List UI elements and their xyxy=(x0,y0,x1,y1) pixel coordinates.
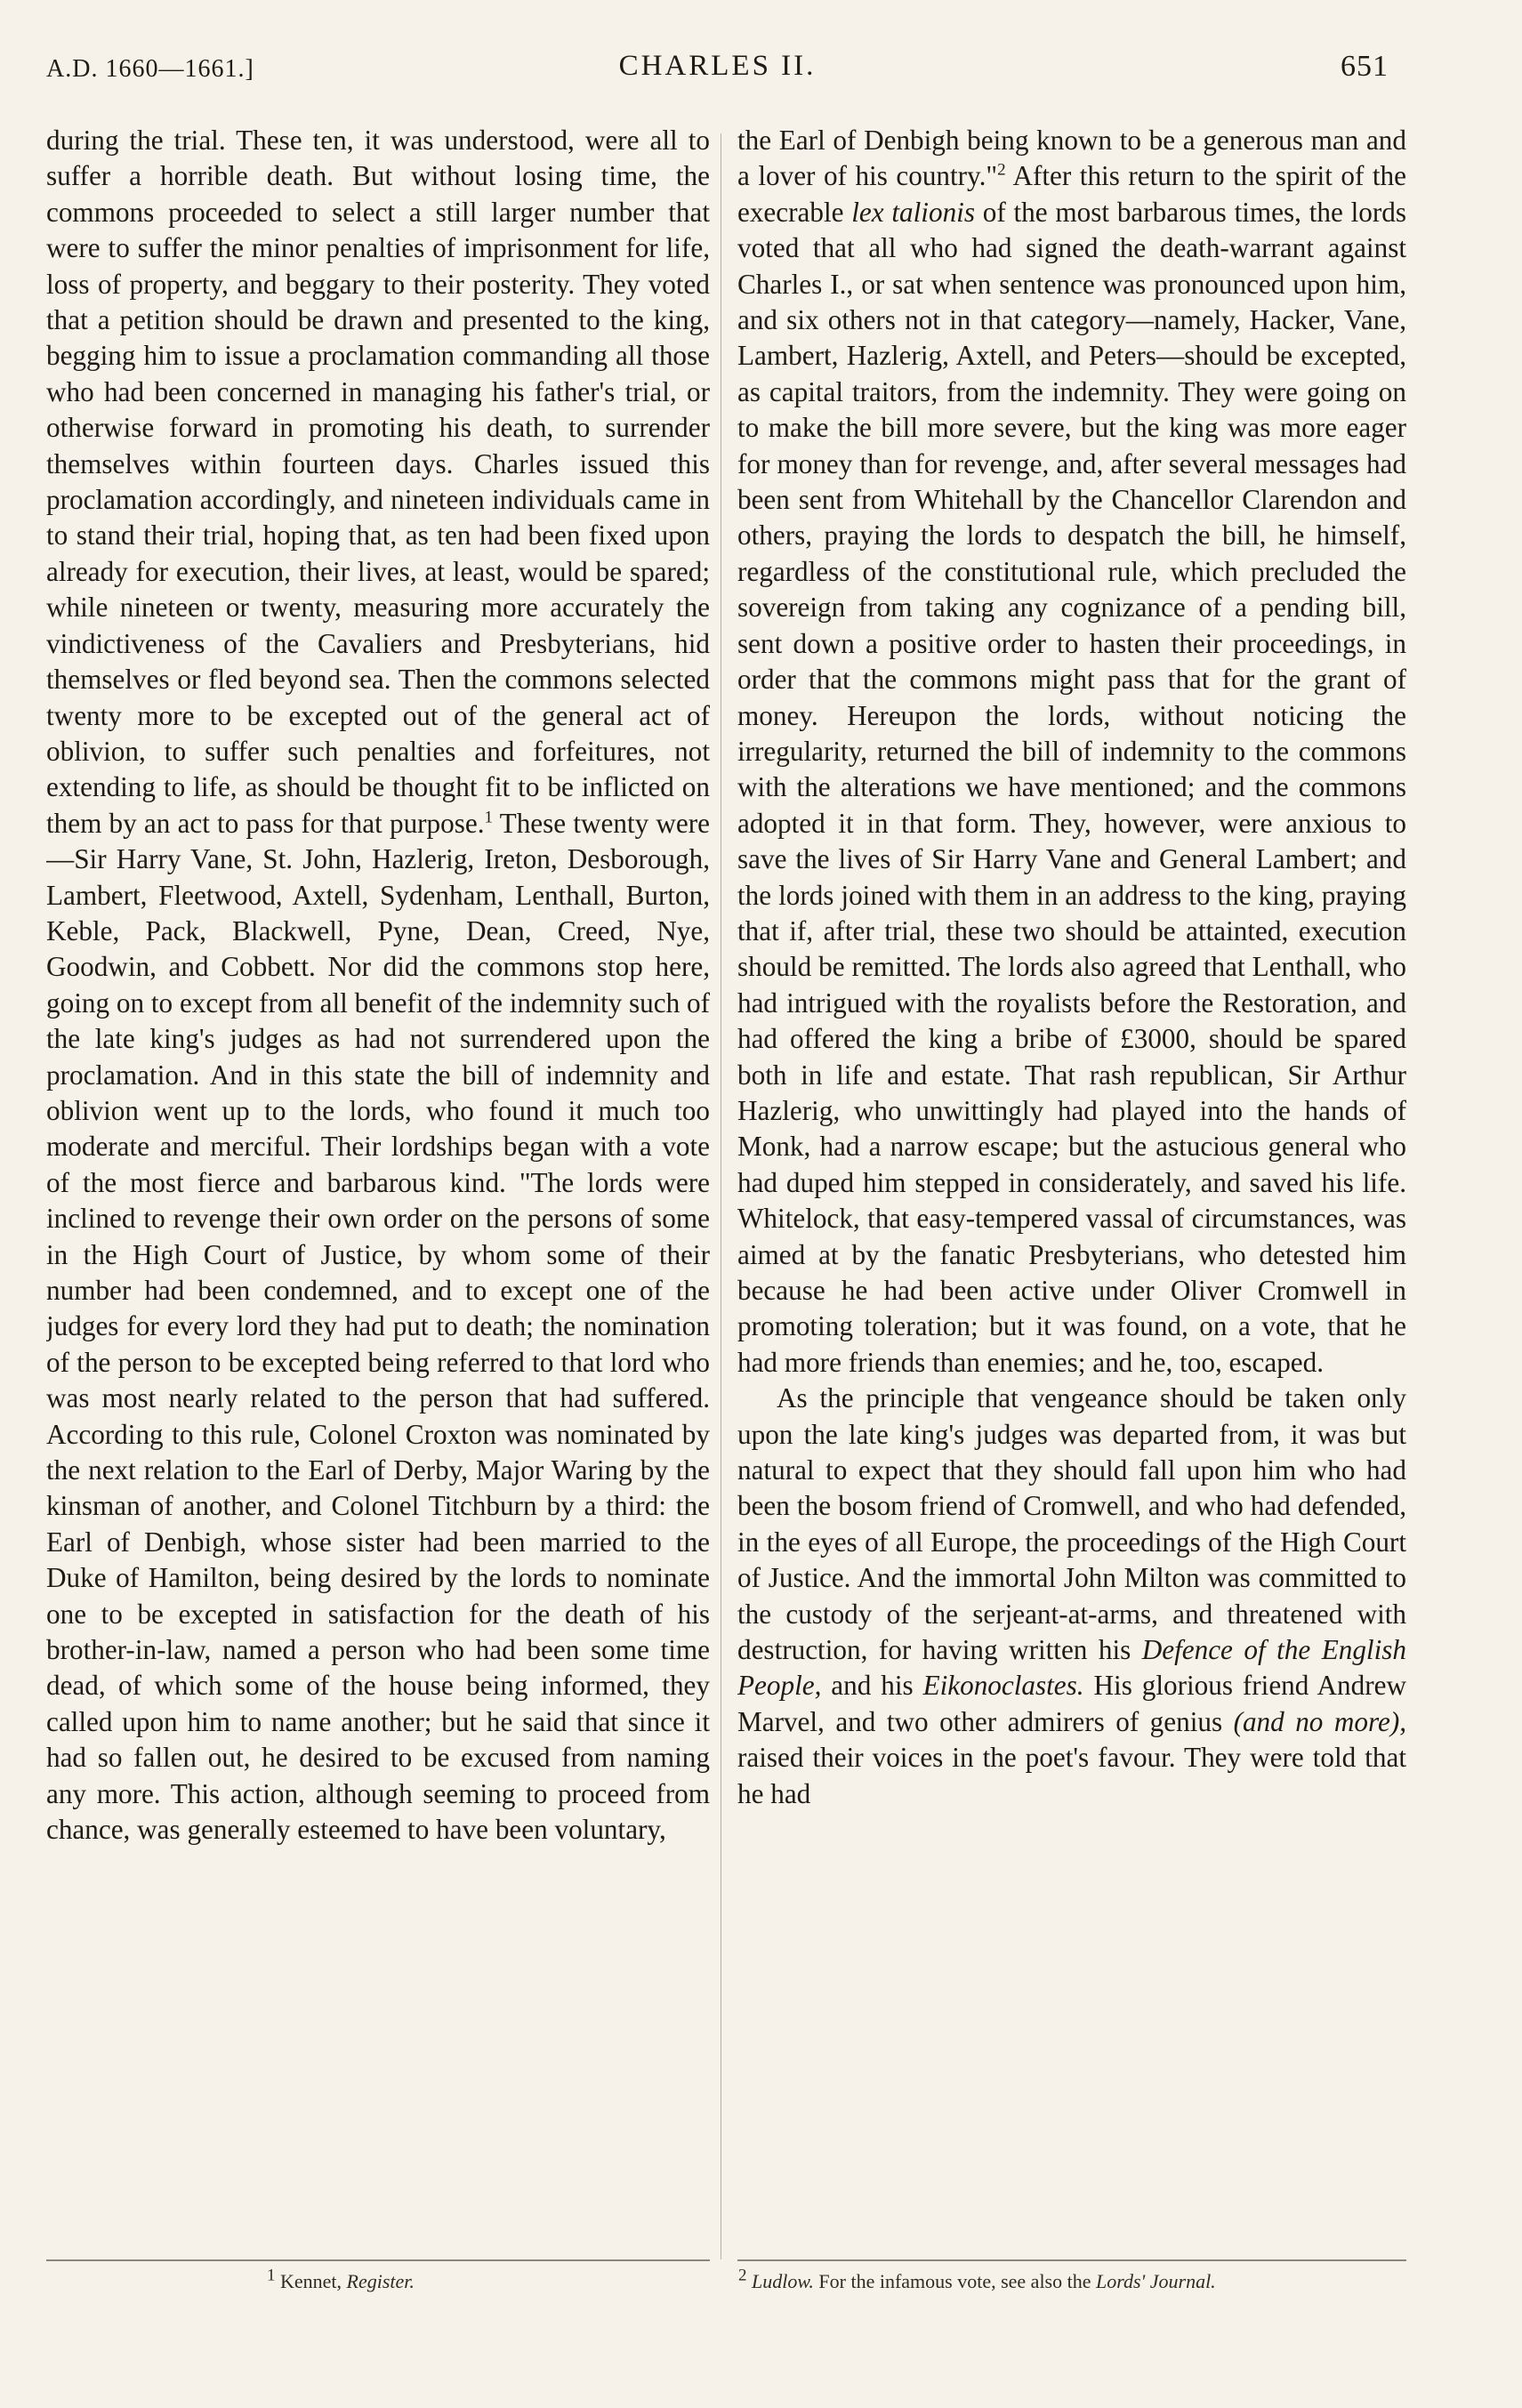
text-run: the Earl of Denbigh being known to be a generous man and a lover of his country." xyxy=(737,125,1406,192)
header-title: CHARLES II. xyxy=(618,50,817,82)
italic-title: Register. xyxy=(346,2270,415,2292)
italic-title: Defence of the English People, xyxy=(737,1634,1406,1702)
footnote-1 xyxy=(267,2266,415,2293)
footnote-ref-1: 1 xyxy=(484,808,494,827)
left-column xyxy=(46,123,710,2251)
italic-phrase: (and no more), xyxy=(1233,1705,1406,1737)
footnote-rule-right xyxy=(737,2259,1406,2261)
text-run: of the most barbarous times, the lords voted that all who had signed the death-warrant against Charles I., or sat when sentence was pronounced upon him, and six others not in that category—namely, Hacker, Vane, Lambert, Hazlerig, Axtell, and Peters—should be excepted, as capital traitors, from the indemnity. They were going on to make the bill more severe, but the king was more eager for money than for revenge, and, after several messages had been sent from Whitehall by the Chancellor Clarendon and others, praying the lords to despatch the bill, he himself, regardless of the constitutional rule, which precluded the sovereign from taking any cognizance of a pending bill, sent down a positive order to hasten their proceedings, in order that the commons might pass that for the grant of money. Hereupon the lords, without noticing the irregularity, returned the bill of indemnity to the commons with the alterations we have mentioned; and the commons adopted it in that form. They, however, were anxious to save the lives of Sir Harry Vane and General Lambert; and the lords joined with them in an address to the king, praying that if, after trial, these two should be attainted, execution should be remitted. The lords also agreed that Lenthall, who had intrigued with the royalists before the Restoration, and had offered the king a bribe of £3000, should be spared both in life and estate. That rash republican, Sir Arthur Hazlerig, who unwittingly had played into the hands of Monk, had a narrow escape; but the astucious general who had duped him stepped in considerately, and saved his life. Whitelock, that easy-tempered vassal of circumstances, was aimed at by the fanatic Presbyterians, who detested him because he had been active under Oliver Cromwell in promoting toleration; but it was found, on a vote, that he had more friends than enemies; and he, too, escaped. xyxy=(737,196,1406,1378)
footnote-2 xyxy=(738,2266,1216,2293)
text-run: After this return to the spirit of the execrable xyxy=(737,160,1406,228)
right-paragraph-1 xyxy=(737,123,1406,1381)
italic-title: Lords' Journal. xyxy=(1096,2270,1216,2292)
left-paragraph xyxy=(46,123,710,1848)
italic-title: Eikonoclastes. xyxy=(922,1670,1084,1702)
text-run: raised their voices in the poet's favour. They were told that he had xyxy=(737,1742,1406,1809)
italic-phrase: lex talionis xyxy=(851,196,975,228)
right-column xyxy=(737,123,1406,2251)
italic-title: Ludlow. xyxy=(746,2270,814,2292)
text-run: and his xyxy=(821,1670,923,1702)
text-run: Kennet, xyxy=(275,2270,347,2292)
text-run: during the trial. These ten, it was understood, were all to suffer a horrible death. But without losing time, the commons proceeded to select a still larger number that were to suffer the minor penalties of imprisonment for life, loss of property, and beggary to their posterity. They voted that a petition should be drawn and presented to the king, begging him to issue a proclamation commanding all those who had been concerned in managing his father's trial, or otherwise forward in promoting his death, to surrender themselves within fourteen days. Charles issued this proclamation accordingly, and nineteen individuals came in to stand their trial, hoping that, as ten had been fixed upon already for execution, their lives, at least, would be spared; while nineteen or twenty, measuring more accurately the vindictiveness of the Cavaliers and Presbyterians, hid themselves or fled beyond sea. Then the commons selected twenty more to be excepted out of the general act of oblivion, to suffer such penalties and forfeitures, not extending to life, as should be thought fit to be inflicted on them by an act to pass for that purpose. xyxy=(46,125,710,839)
footnote-rule-left xyxy=(46,2259,710,2261)
header-date-range: A.D. 1660—1661.] xyxy=(46,55,254,83)
running-header xyxy=(46,50,1389,94)
text-run: As the principle that vengeance should be taken only upon the late king's judges was departed from, it was but natural to expect that they should fall upon him who had been the bosom friend of Cromwell, and who had defended, in the eyes of all Europe, the proceedings of the High Court of Justice. And the immortal John Milton was committed to the custody of the serjeant-at-arms, and threatened with destruction, for having written his xyxy=(737,1382,1406,1666)
footnote-mark: 2 xyxy=(738,2266,747,2285)
footnote-ref-2: 2 xyxy=(997,161,1006,181)
right-paragraph-2 xyxy=(737,1381,1406,1812)
text-run: His glorious friend Andrew Marvel, and two other admirers of genius xyxy=(737,1670,1406,1737)
text-run: These twenty were—Sir Harry Vane, St. John, Hazlerig, Ireton, Desborough, Lambert, Fleetwood, Axtell, Sydenham, Lenthall, Burton, Keble, Pack, Blackwell, Pyne, Dean, Creed, Nye, Goodwin, and Cobbett. Nor did the commons stop here, going on to except from all benefit of the indemnity such of the late king's judges as had not surrendered upon the proclamation. And in this state the bill of indemnity and oblivion went up to the lords, who found it much too moderate and merciful. Their lordships began with a vote of the most fierce and barbarous kind. "The lords were inclined to revenge their own order on the persons of some in the High Court of Justice, by whom some of their number had been condemned, and to except one of the judges for every lord they had put to death; the nomination of the person to be excepted being referred to that lord who was most nearly related to the person that had suffered. According to this rule, Colonel Croxton was nominated by the next relation to the Earl of Derby, Major Waring by the kinsman of another, and Colonel Titchburn by a third: the Earl of Denbigh, whose sister had been married to the Duke of Hamilton, being desired by the lords to nominate one to be excepted in satisfaction for the death of his brother-in-law, named a person who had been some time dead, of which some of the house being informed, they called upon him to name another; but he said that since it had so fallen out, he desired to be excused from naming any more. This action, although seeming to proceed from chance, was generally esteemed to have been voluntary, xyxy=(46,807,710,1846)
footnote-mark: 1 xyxy=(267,2266,276,2285)
text-run: For the infamous vote, see also the xyxy=(813,2270,1096,2292)
page-number: 651 xyxy=(1341,50,1389,83)
